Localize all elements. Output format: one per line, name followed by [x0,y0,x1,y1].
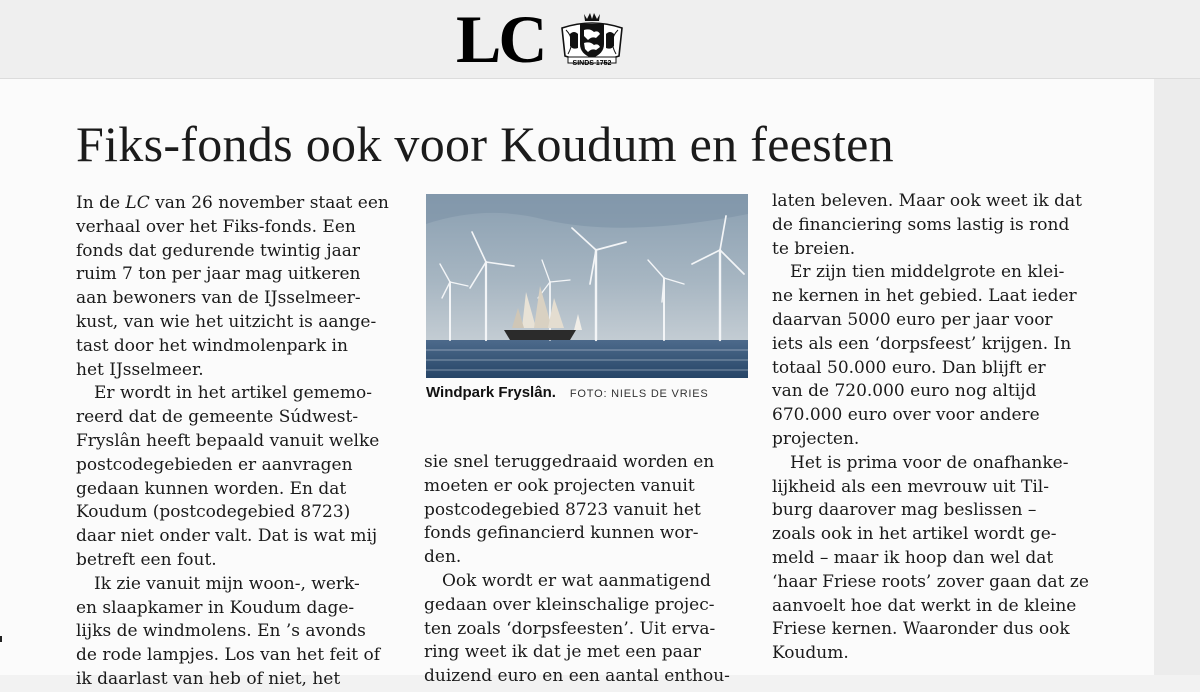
text-line: postcodegebieden er aanvragen [76,454,353,475]
article-headline: Fiks-fonds ook voor Koudum en feesten [76,116,894,172]
text-line: gedaan over kleinschalige projec- [424,594,715,615]
text-line: burg daarover mag beslissen – [772,500,1037,521]
photo-credit: FOTO: NIELS DE VRIES [569,388,709,400]
text-line: den. [424,547,462,568]
text-line: Friese kernen. Waaronder dus ook [772,619,1070,640]
text-line: lijks de windmolens. En ’s avonds [76,621,366,642]
text-line: moeten er ook projecten vanuit [424,475,695,496]
text-line: ruim 7 ton per jaar mag uitkeren [76,264,361,285]
text-line: daarvan 5000 euro per jaar voor [772,309,1053,330]
text-line: reerd dat de gemeente Súdwest- [76,407,359,428]
text-line: en slaapkamer in Koudum dage- [76,597,355,618]
text-line: Er zijn tien middelgrote en klei- [790,262,1065,283]
text-line: Ook wordt er wat aanmatigend [442,570,711,591]
text-line: projecten. [772,428,860,449]
text-line: ring weet ik dat je met een paar [424,642,702,663]
text-line: de financiering soms lastig is rond [772,214,1070,235]
text-line: daar niet onder valt. Dat is wat mij [76,526,378,547]
text-line: laten beleven. Maar ook weet ik dat [772,191,1082,211]
text-line: iets als een ‘dorpsfeest’ krijgen. In [772,333,1072,354]
text-line: te breien. [772,238,856,259]
text-line: totaal 50.000 euro. Dan blijft er [772,357,1046,378]
article-column-2 [424,451,744,689]
text-line: ik daarlast van heb of niet, het [76,668,341,689]
masthead-bar [0,0,1200,79]
text-line: aanvoelt hoe dat werkt in de kleine [772,595,1077,616]
text-line: aan bewoners van de IJsselmeer- [76,288,361,309]
crest-caption: SINDS 1752 [572,60,612,67]
text-line: meld – maar ik hoop dan wel dat [772,547,1054,568]
photo-caption [426,384,748,402]
text-line: Ik zie vanuit mijn woon-, werk- [94,573,360,594]
text-line: fonds dat gedurende twintig jaar [76,240,360,261]
text-line: duizend euro en een aantal enthou- [424,666,730,687]
lc-logo: LC [456,1,545,77]
page-gutter [1154,79,1200,675]
text-line: Er wordt in het artikel gememo- [94,383,372,404]
text-line: verhaal over het Fiks-fonds. Een [76,216,356,237]
text-line: Het is prima voor de onafhanke- [790,452,1069,473]
text-line: tast door het windmolenpark in [76,335,348,356]
text-line: ‘haar Friese roots’ zover gaan dat ze [772,571,1089,592]
text-line: Koudum (postcodegebied 8723) [76,502,351,523]
text-line: van de 720.000 euro nog altijd [772,381,1037,402]
text-line: postcodegebied 8723 vanuit het [424,499,701,520]
article-photo [426,194,748,378]
text-line: de rode lampjes. Los van het feit of [76,645,381,666]
text-line: sie snel teruggedraaid worden en [424,452,715,472]
text-line: het IJsselmeer. [76,359,204,380]
text-line: ten zoals ‘dorpsfeesten’. Uit erva- [424,618,716,639]
page-edge-mark [0,636,2,642]
text-line: Fryslân heeft bepaald vanuit welke [76,430,380,451]
photo-caption-title: Windpark Fryslân. [426,384,556,401]
text-line: kust, van wie het uitzicht is aange- [76,311,377,332]
text-line: gedaan kunnen worden. En dat [76,478,347,499]
article-column-3 [772,190,1102,666]
text-line: Koudum. [772,643,849,664]
article-column-1 [76,192,406,692]
text-line: betreft een fout. [76,549,217,570]
text-line: fonds gefinancierd kunnen wor- [424,523,699,544]
text-line: zoals ook in het artikel wordt ge- [772,524,1057,545]
text-line: In de LC van 26 november staat een [76,193,389,213]
text-line: lijkheid als een mevrouw uit Til- [772,476,1049,497]
text-line: 670.000 euro over voor andere [772,405,1040,426]
text-line: ne kernen in het gebied. Laat ieder [772,286,1077,307]
